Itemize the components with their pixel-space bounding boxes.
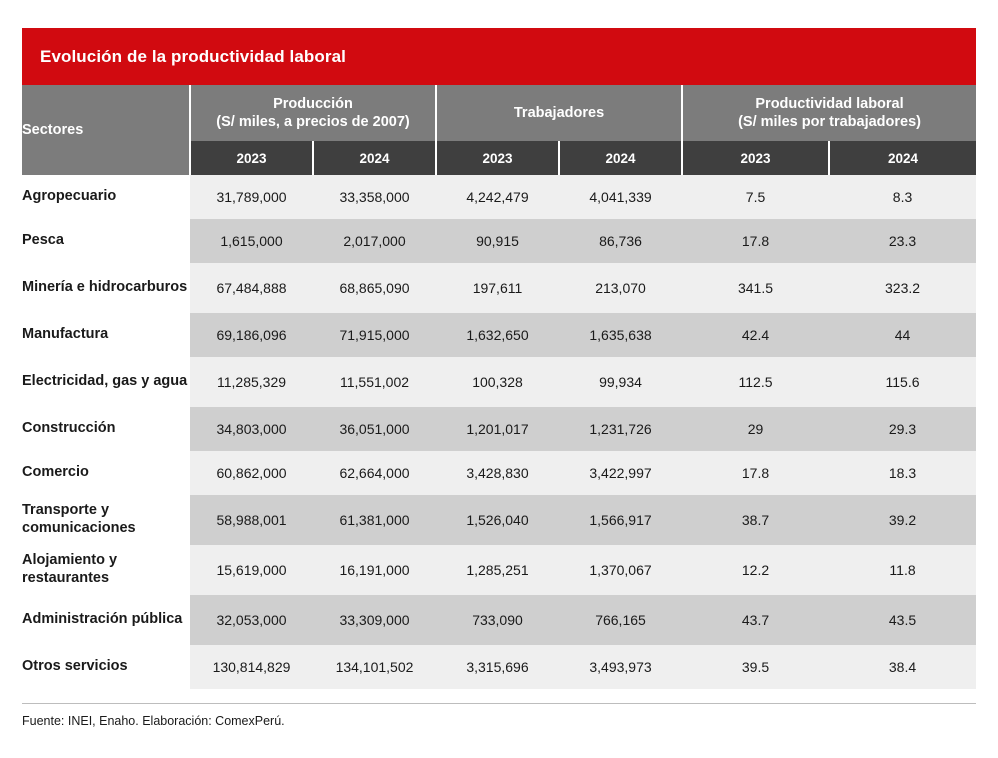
header-group-trabajadores-line1: Trabajadores	[513, 104, 605, 121]
row-label: Agropecuario	[22, 175, 190, 219]
row-label: Pesca	[22, 219, 190, 263]
row-label: Electricidad, gas y agua	[22, 357, 190, 407]
cell-value: 39.2	[829, 495, 976, 545]
header-group-produccion-line1: Producción	[273, 95, 353, 112]
table-row	[22, 219, 976, 263]
row-label: Administración pública	[22, 595, 190, 645]
cell-value: 3,493,973	[559, 645, 682, 689]
cell-value: 44	[829, 313, 976, 357]
cell-value: 61,381,000	[313, 495, 436, 545]
cell-value: 1,566,917	[559, 495, 682, 545]
cell-value: 33,309,000	[313, 595, 436, 645]
header-group-produccion	[190, 85, 436, 141]
cell-value: 99,934	[559, 357, 682, 407]
row-label: Manufactura	[22, 313, 190, 357]
cell-value: 2,017,000	[313, 219, 436, 263]
cell-value: 60,862,000	[190, 451, 313, 495]
cell-value: 90,915	[436, 219, 559, 263]
header-group-productividad-line2: (S/ miles por trabajadores)	[738, 114, 921, 130]
cell-value: 115.6	[829, 357, 976, 407]
table-row	[22, 175, 976, 219]
table-header-group-row	[22, 85, 976, 141]
header-year-produccion-2023: 2023	[190, 141, 313, 175]
cell-value: 11,285,329	[190, 357, 313, 407]
header-year-productividad-2023: 2023	[682, 141, 829, 175]
cell-value: 31,789,000	[190, 175, 313, 219]
cell-value: 42.4	[682, 313, 829, 357]
cell-value: 3,428,830	[436, 451, 559, 495]
cell-value: 341.5	[682, 263, 829, 313]
cell-value: 34,803,000	[190, 407, 313, 451]
cell-value: 3,422,997	[559, 451, 682, 495]
cell-value: 7.5	[682, 175, 829, 219]
header-group-productividad	[682, 85, 976, 141]
header-year-productividad-2024: 2024	[829, 141, 976, 175]
cell-value: 17.8	[682, 451, 829, 495]
header-group-produccion-line2: (S/ miles, a precios de 2007)	[216, 114, 410, 130]
cell-value: 68,865,090	[313, 263, 436, 313]
cell-value: 8.3	[829, 175, 976, 219]
cell-value: 1,632,650	[436, 313, 559, 357]
row-label: Alojamiento y restaurantes	[22, 545, 190, 595]
header-year-produccion-2024: 2024	[313, 141, 436, 175]
cell-value: 1,285,251	[436, 545, 559, 595]
cell-value: 1,526,040	[436, 495, 559, 545]
cell-value: 213,070	[559, 263, 682, 313]
table-row	[22, 263, 976, 313]
cell-value: 1,615,000	[190, 219, 313, 263]
cell-value: 58,988,001	[190, 495, 313, 545]
cell-value: 1,635,638	[559, 313, 682, 357]
cell-value: 33,358,000	[313, 175, 436, 219]
page-title: Evolución de la productividad laboral	[40, 46, 346, 66]
table-row	[22, 313, 976, 357]
table-row	[22, 595, 976, 645]
cell-value: 1,370,067	[559, 545, 682, 595]
cell-value: 38.4	[829, 645, 976, 689]
table-body	[22, 175, 976, 689]
header-group-trabajadores	[436, 85, 682, 141]
header-group-productividad-line1: Productividad laboral	[755, 95, 904, 112]
row-label: Construcción	[22, 407, 190, 451]
table-row	[22, 545, 976, 595]
cell-value: 67,484,888	[190, 263, 313, 313]
row-label: Transporte y comunicaciones	[22, 495, 190, 545]
cell-value: 23.3	[829, 219, 976, 263]
cell-value: 71,915,000	[313, 313, 436, 357]
cell-value: 1,231,726	[559, 407, 682, 451]
table-row	[22, 357, 976, 407]
header-year-trabajadores-2024: 2024	[559, 141, 682, 175]
cell-value: 11.8	[829, 545, 976, 595]
cell-value: 112.5	[682, 357, 829, 407]
cell-value: 766,165	[559, 595, 682, 645]
cell-value: 134,101,502	[313, 645, 436, 689]
row-label: Comercio	[22, 451, 190, 495]
cell-value: 733,090	[436, 595, 559, 645]
cell-value: 17.8	[682, 219, 829, 263]
row-label: Otros servicios	[22, 645, 190, 689]
cell-value: 197,611	[436, 263, 559, 313]
figure-title-bar	[22, 28, 976, 85]
cell-value: 4,041,339	[559, 175, 682, 219]
cell-value: 16,191,000	[313, 545, 436, 595]
cell-value: 4,242,479	[436, 175, 559, 219]
table-row	[22, 495, 976, 545]
productivity-table	[22, 85, 976, 689]
cell-value: 29.3	[829, 407, 976, 451]
cell-value: 100,328	[436, 357, 559, 407]
header-sectores: Sectores	[22, 85, 190, 175]
source-note: Fuente: INEI, Enaho. Elaboración: ComexPerú.	[22, 703, 976, 728]
table-row	[22, 451, 976, 495]
cell-value: 12.2	[682, 545, 829, 595]
cell-value: 29	[682, 407, 829, 451]
cell-value: 62,664,000	[313, 451, 436, 495]
header-year-trabajadores-2023: 2023	[436, 141, 559, 175]
cell-value: 130,814,829	[190, 645, 313, 689]
cell-value: 36,051,000	[313, 407, 436, 451]
cell-value: 15,619,000	[190, 545, 313, 595]
cell-value: 43.5	[829, 595, 976, 645]
cell-value: 43.7	[682, 595, 829, 645]
table-row	[22, 407, 976, 451]
cell-value: 39.5	[682, 645, 829, 689]
cell-value: 323.2	[829, 263, 976, 313]
cell-value: 1,201,017	[436, 407, 559, 451]
cell-value: 18.3	[829, 451, 976, 495]
cell-value: 32,053,000	[190, 595, 313, 645]
table-row	[22, 645, 976, 689]
row-label: Minería e hidrocarburos	[22, 263, 190, 313]
cell-value: 38.7	[682, 495, 829, 545]
cell-value: 3,315,696	[436, 645, 559, 689]
cell-value: 11,551,002	[313, 357, 436, 407]
cell-value: 69,186,096	[190, 313, 313, 357]
table-header	[22, 85, 976, 175]
cell-value: 86,736	[559, 219, 682, 263]
